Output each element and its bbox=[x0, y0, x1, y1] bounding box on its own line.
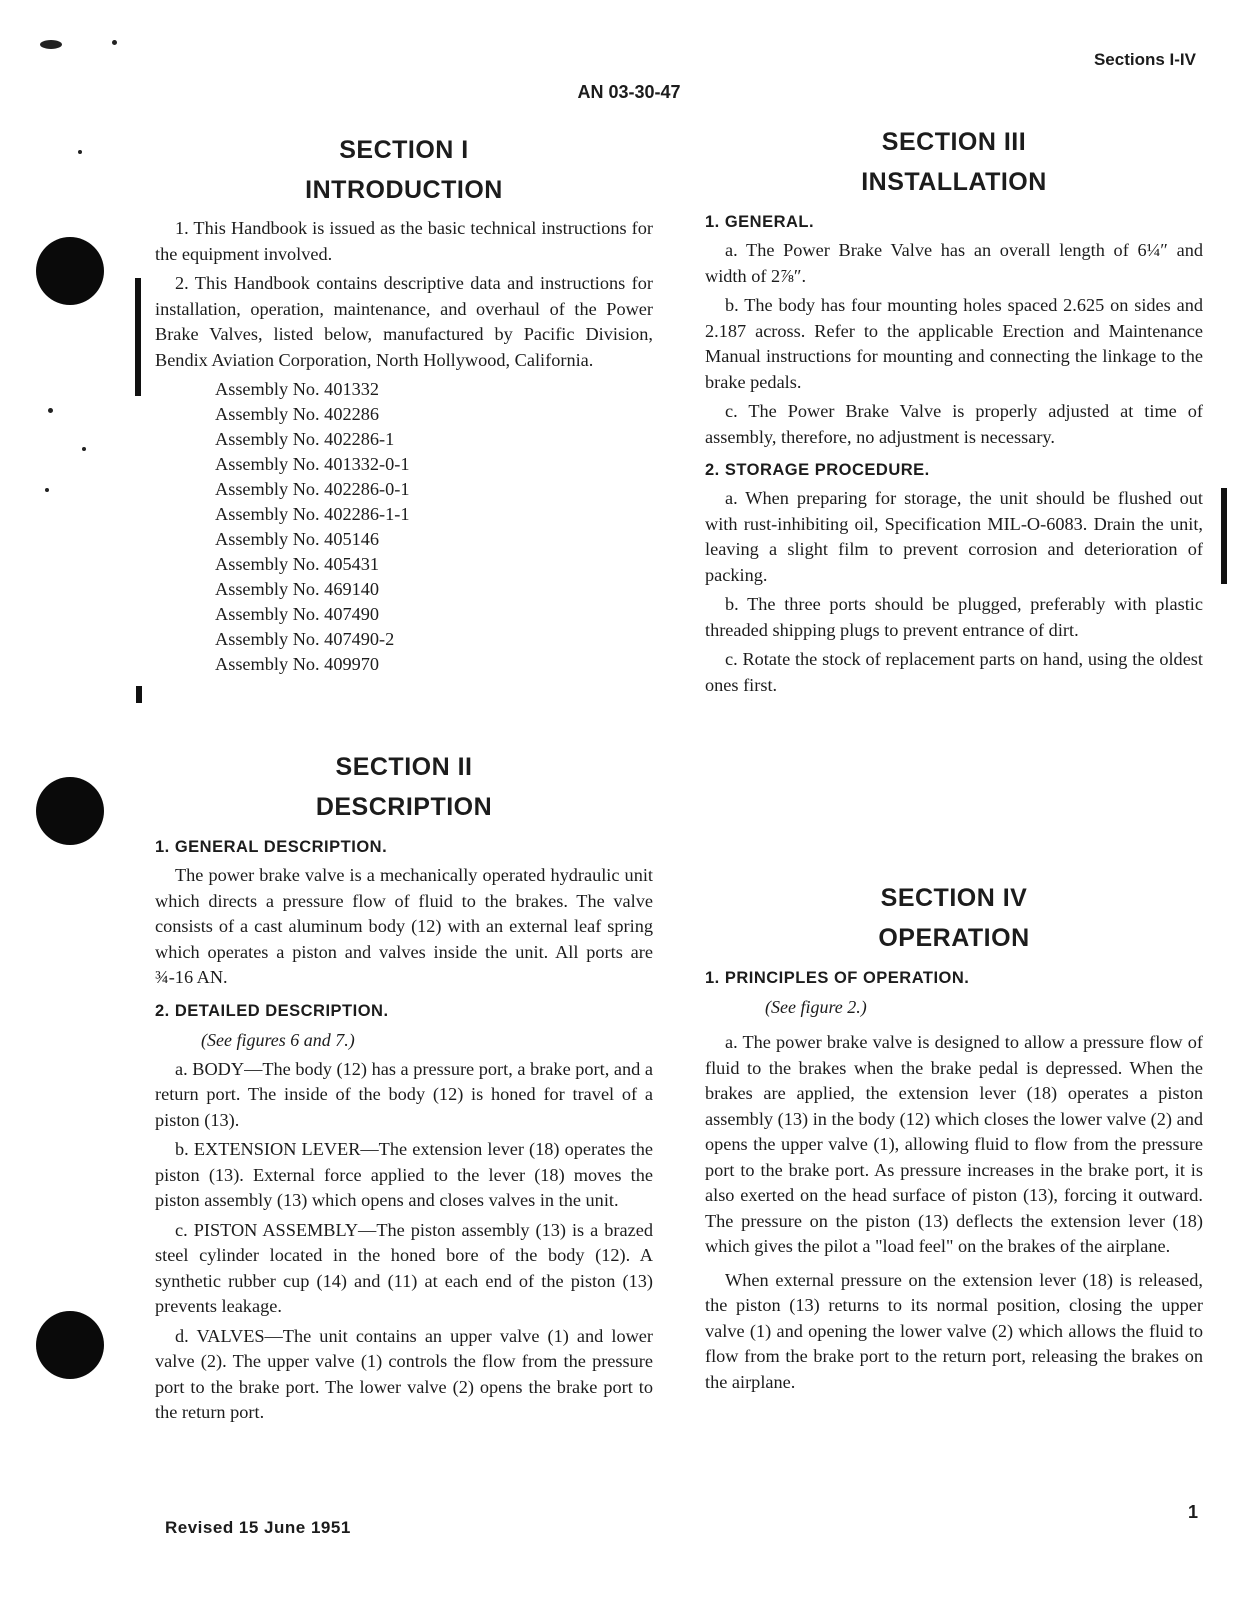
change-bar bbox=[135, 278, 141, 396]
list-item: Assembly No. 401332 bbox=[215, 379, 380, 399]
extension-lever-paragraph: b. EXTENSION LEVER—The extension lever (18) operates the piston (13). External force applied to the lever (18) moves the piston assembly (13) which opens and closes valves in the unit. bbox=[155, 1139, 653, 1210]
list-item: Assembly No. 401332-0-1 bbox=[215, 454, 410, 474]
section-1-subtitle: INTRODUCTION bbox=[305, 176, 503, 204]
list-item: Assembly No. 402286 bbox=[215, 404, 380, 424]
mounting-holes-paragraph: b. The body has four mounting holes spaced 2.625 on sides and 2.187 across. Refer to the applicable Erection and Maintenance Manual instructions for mounting and connecting the linkage to the brake pedals. bbox=[705, 295, 1203, 392]
piston-assembly-paragraph: c. PISTON ASSEMBLY—The piston assembly (13) is a brazed steel cylinder located in the honed bore of the body (12). A synthetic rubber cup (14) and (11) at each end of the piston (13) prevents leakage. bbox=[155, 1219, 653, 1316]
intro-paragraph-2: 2. This Handbook contains descriptive data and instructions for installation, operation, maintenance, and overhaul of the Power Brake Valves, listed below, manufactured by Pacific Division, Bendix Aviation Corporation, North Hollywood, California. bbox=[155, 273, 653, 370]
scan-speck bbox=[48, 408, 53, 413]
sections-range-label: Sections I-IV bbox=[1093, 50, 1196, 69]
body-paragraph: a. BODY—The body (12) has a pressure port, a brake port, and a return port. The inside of the body (12) is honed for travel of a piston (13). bbox=[155, 1058, 653, 1130]
scan-speck bbox=[112, 40, 117, 45]
list-item: Assembly No. 405431 bbox=[215, 554, 380, 574]
scan-speck bbox=[78, 150, 82, 154]
section-3-subtitle: INSTALLATION bbox=[861, 168, 1047, 196]
change-bar bbox=[136, 686, 142, 703]
storage-paragraph-a: a. When preparing for storage, the unit should be flushed out with rust-inhibiting oil, Specification MIL-O-6083. Drain the unit, leaving a slight film to prevent corrosion and deterioration of packing. bbox=[705, 488, 1203, 585]
valves-paragraph: d. VALVES—The unit contains an upper valve (1) and lower valve (2). The upper valve (1) controls the flow from the pressure port to the brake port. The lower valve (2) opens the brake port to the return port. bbox=[155, 1325, 653, 1422]
left-column bbox=[155, 130, 653, 1430]
dimensions-paragraph: a. The Power Brake Valve has an overall length of 6¼″ and width of 2⅞″. bbox=[705, 240, 1203, 286]
section-3-title: SECTION III bbox=[881, 128, 1027, 156]
general-heading: 1. GENERAL. bbox=[705, 213, 815, 231]
list-item: Assembly No. 402286-1-1 bbox=[215, 504, 410, 524]
section-3 bbox=[705, 122, 1203, 698]
list-item: Assembly No. 407490 bbox=[215, 604, 380, 624]
general-description-heading: 1. GENERAL DESCRIPTION. bbox=[155, 838, 388, 856]
section-4-title: SECTION IV bbox=[880, 884, 1028, 912]
page-number: 1 bbox=[1187, 1502, 1198, 1522]
punch-hole-middle bbox=[36, 777, 104, 845]
section-2 bbox=[155, 747, 653, 1426]
operation-paragraph-release: When external pressure on the extension lever (18) is released, the piston (13) returns to its normal position, closing the upper valve (1) and opening the lower valve (2) which allows the fluid to flow from the brake port to the return port, releasing the brakes on the airplane. bbox=[705, 1269, 1203, 1392]
intro-paragraph-1: 1. This Handbook is issued as the basic technical instructions for the equipment involved. bbox=[155, 218, 653, 264]
list-item: Assembly No. 469140 bbox=[215, 579, 380, 599]
list-item: Assembly No. 407490-2 bbox=[215, 629, 395, 649]
scan-speck bbox=[40, 40, 62, 49]
detailed-description-heading: 2. DETAILED DESCRIPTION. bbox=[155, 1001, 389, 1020]
punch-hole-top bbox=[36, 237, 104, 305]
section-4 bbox=[705, 878, 1203, 1395]
section-2-title: SECTION II bbox=[335, 753, 473, 781]
section-1-title: SECTION I bbox=[339, 136, 469, 164]
storage-paragraph-c: c. Rotate the stock of replacement parts on hand, using the oldest ones first. bbox=[705, 649, 1203, 695]
document-number: AN 03-30-47 bbox=[577, 82, 681, 102]
figure-reference: (See figures 6 and 7.) bbox=[201, 1029, 355, 1050]
right-column bbox=[705, 122, 1203, 1399]
section-4-subtitle: OPERATION bbox=[878, 924, 1030, 952]
storage-procedure-heading: 2. STORAGE PROCEDURE. bbox=[705, 461, 930, 479]
adjustment-paragraph: c. The Power Brake Valve is properly adjusted at time of assembly, therefore, no adjustment is necessary. bbox=[705, 401, 1203, 447]
list-item: Assembly No. 402286-1 bbox=[215, 429, 395, 449]
list-item: Assembly No. 409970 bbox=[215, 654, 380, 674]
punch-hole-bottom bbox=[36, 1311, 104, 1379]
scan-speck bbox=[82, 447, 86, 451]
operation-paragraph-a: a. The power brake valve is designed to allow a pressure flow of fluid to the brakes when the brake pedal is depressed. When the brakes are applied, the extension lever (18) operates a piston assembly (13) in the body (12) which closes the lower valve (2) and opens the upper valve (1), allowing fluid to flow from the pressure port to the brake port. As pressure increases in the brake port, it is also exerted on the head surface of piston (13), forcing it outward. The pressure on the piston (13) deflects the extension lever (18) which gives the pilot a "load feel" on the brakes of the airplane. bbox=[705, 1032, 1203, 1256]
list-item: Assembly No. 405146 bbox=[215, 529, 380, 549]
scan-speck bbox=[45, 488, 49, 492]
figure-reference: (See figure 2.) bbox=[765, 997, 867, 1017]
assembly-list bbox=[215, 377, 653, 677]
change-bar bbox=[1221, 488, 1227, 584]
section-2-subtitle: DESCRIPTION bbox=[315, 793, 493, 821]
section-1 bbox=[155, 130, 653, 677]
general-description-text: The power brake valve is a mechanically operated hydraulic unit which directs a pressure flow of fluid to the brakes. The valve consists of a cast aluminum body (12) with an external leaf spring which operates a piston and valves inside the unit. All ports are ¾-16 AN. bbox=[155, 865, 653, 987]
revision-date: Revised 15 June 1951 bbox=[165, 1518, 351, 1537]
principles-heading: 1. PRINCIPLES OF OPERATION. bbox=[705, 969, 970, 987]
storage-paragraph-b: b. The three ports should be plugged, preferably with plastic threaded shipping plugs to prevent entrance of dirt. bbox=[705, 594, 1203, 640]
list-item: Assembly No. 402286-0-1 bbox=[215, 479, 410, 499]
